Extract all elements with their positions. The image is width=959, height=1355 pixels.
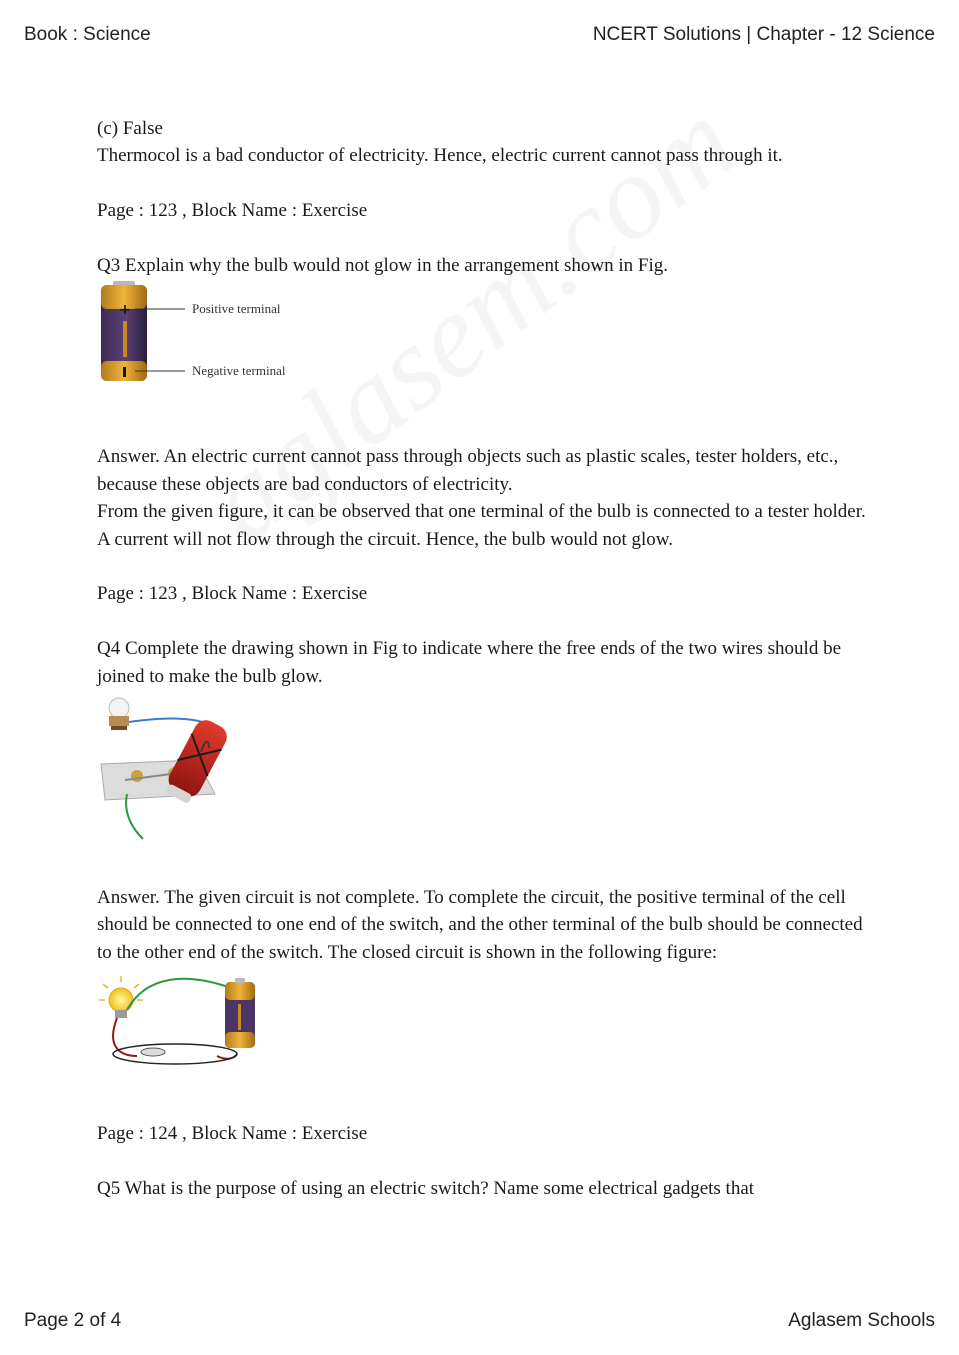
question-3-answer-part2: From the given figure, it can be observed that one terminal of the bulb is connected to a tester holder. A current will not flow through the circuit. Hence, the bulb would not glow.: [97, 501, 866, 550]
cell-terminals-figure: [97, 281, 327, 403]
answer-c-label: (c) False: [97, 118, 163, 139]
question-3-answer-part1: Answer. An electric current cannot pass through objects such as plastic scales, tester holders, etc., because these objects are bad conductors of electricity.: [97, 446, 839, 495]
bulb-icon: [109, 698, 129, 718]
footer-publisher: Aglasem Schools: [788, 1310, 935, 1331]
question-4: Q4 Complete the drawing shown in Fig to indicate where the free ends of the two wires should be joined to make the bulb glow.: [97, 638, 841, 687]
footer-page-number: Page 2 of 4: [24, 1310, 122, 1331]
negative-terminal-label: Negative terminal: [192, 363, 286, 379]
page-content: [97, 115, 872, 1202]
question-4-answer: Answer. The given circuit is not complete. To complete the circuit, the positive terminal of the cell should be connected to one end of the switch, and the other terminal of the bulb should be connected to the other end of the switch. The closed circuit is shown in the following figure:: [97, 887, 863, 963]
closed-circuit-figure: [97, 974, 267, 1074]
open-circuit-figure: [97, 694, 297, 854]
switch-icon: [113, 1044, 237, 1064]
cell-icon: [225, 978, 255, 1048]
header-book-title: Book : Science: [24, 24, 151, 45]
header-chapter-title: NCERT Solutions | Chapter - 12 Science: [592, 24, 935, 45]
question-5: Q5 What is the purpose of using an electric switch? Name some electrical gadgets that: [97, 1178, 755, 1200]
page-reference: Page : 123 , Block Name : Exercise: [97, 200, 368, 222]
question-3: Q3 Explain why the bulb would not glow in the arrangement shown in Fig.: [97, 255, 668, 276]
positive-terminal-label: Positive terminal: [192, 301, 281, 317]
page-reference: Page : 124 , Block Name : Exercise: [97, 1123, 368, 1145]
page-reference: Page : 123 , Block Name : Exercise: [97, 583, 368, 605]
svg-text:+: +: [119, 302, 131, 319]
answer-c-text: Thermocol is a bad conductor of electricity. Hence, electric current cannot pass through it.: [97, 145, 783, 167]
